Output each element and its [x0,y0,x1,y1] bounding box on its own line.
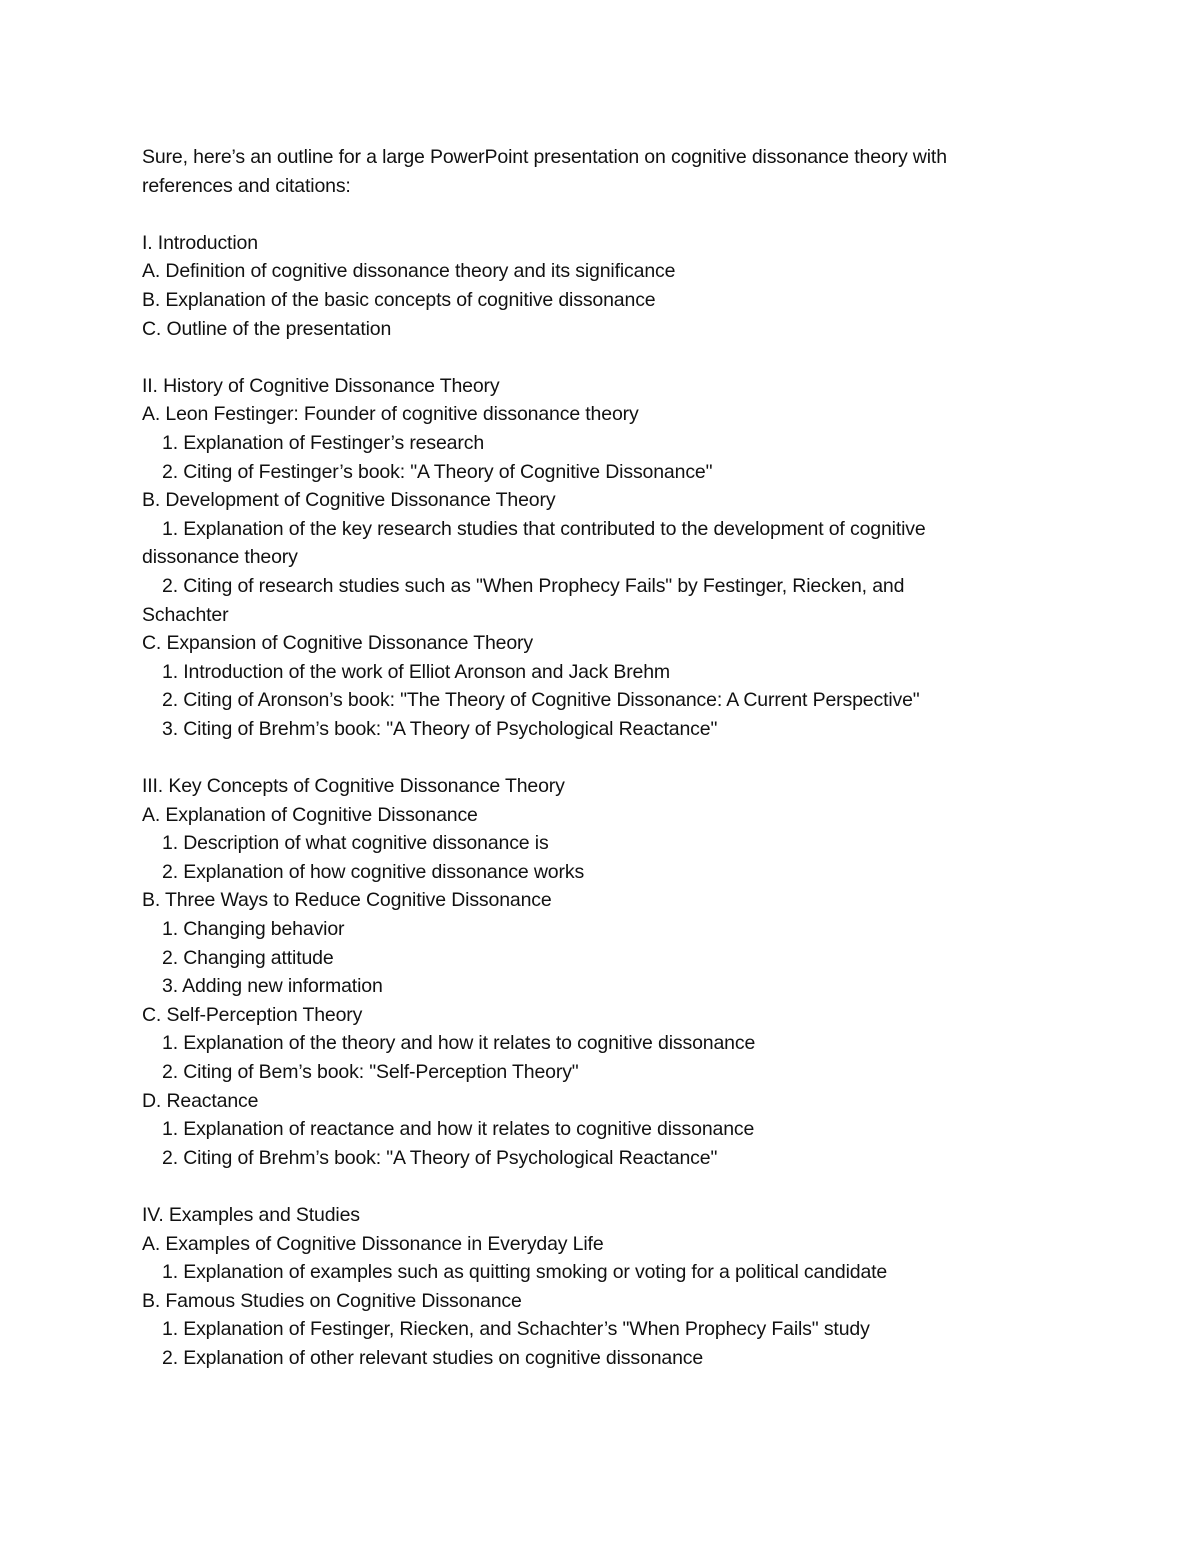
outline-subitem: 1. Introduction of the work of Elliot Aronson and Jack Brehm [162,660,671,683]
intro-line: Sure, here’s an outline for a large PowerPoint presentation on cognitive dissonance theory with [142,146,947,168]
outline-subitem: 3. Adding new information [162,975,383,998]
blank-line [142,1172,1062,1201]
outline-subitem-continuation: Schachter [142,603,229,626]
outline-subitem: 1. Explanation of Festinger, Riecken, and Schachter’s "When Prophecy Fails" study [162,1318,870,1341]
outline-subitem: 1. Explanation of the theory and how it relates to cognitive dissonance [162,1032,756,1055]
outline-item: B. Famous Studies on Cognitive Dissonance [142,1289,522,1312]
outline-item: B. Development of Cognitive Dissonance Theory [142,489,556,512]
outline-item: A. Definition of cognitive dissonance theory and its significance [142,260,676,283]
outline-item: A. Leon Festinger: Founder of cognitive dissonance theory [142,403,639,426]
outline-subitem: 2. Explanation of other relevant studies on cognitive dissonance [162,1346,704,1369]
outline-item: C. Self-Perception Theory [142,1003,363,1026]
outline-subitem: 1. Explanation of reactance and how it relates to cognitive dissonance [162,1118,755,1141]
outline-subitem: 1. Explanation of the key research studies that contributed to the development of cognitive [162,517,926,540]
section-examples [142,1201,1062,1373]
outline-subitem: 2. Citing of Bem’s book: "Self-Perception Theory" [162,1061,579,1083]
outline-subitem: 1. Explanation of Festinger’s research [162,431,485,454]
section-introduction [142,229,1062,343]
document-body [142,143,1062,1373]
outline-subitem: 1. Description of what cognitive dissonance is [162,832,549,855]
intro-line: references and citations: [142,174,351,197]
section-heading: III. Key Concepts of Cognitive Dissonance Theory [142,775,565,798]
outline-subitem: 3. Citing of Brehm’s book: "A Theory of Psychological Reactance" [162,717,718,740]
blank-line [142,200,1062,229]
outline-subitem: 2. Changing attitude [162,946,334,969]
section-heading: IV. Examples and Studies [142,1203,360,1226]
outline-subitem: 2. Citing of Festinger’s book: "A Theory of Cognitive Dissonance" [162,460,713,483]
outline-item: C. Expansion of Cognitive Dissonance Theory [142,632,533,655]
outline-subitem: 2. Citing of Brehm’s book: "A Theory of Psychological Reactance" [162,1146,718,1169]
outline-item: B. Three Ways to Reduce Cognitive Dissonance [142,889,552,912]
outline-item: A. Explanation of Cognitive Dissonance [142,803,478,826]
outline-subitem: 2. Explanation of how cognitive dissonance works [162,860,585,883]
outline-subitem: 1. Changing behavior [162,918,345,941]
blank-line [142,743,1062,772]
section-heading: II. History of Cognitive Dissonance Theory [142,374,500,397]
outline-subitem: 2. Citing of Aronson’s book: "The Theory of Cognitive Dissonance: A Current Perspective" [162,689,920,712]
outline-subitem: 2. Citing of research studies such as "When Prophecy Fails" by Festinger, Riecken, and [162,574,905,597]
outline-subitem: 1. Explanation of examples such as quitting smoking or voting for a political candidate [162,1261,888,1284]
outline-item: B. Explanation of the basic concepts of cognitive dissonance [142,288,656,311]
section-heading: I. Introduction [142,231,258,254]
outline-subitem-continuation: dissonance theory [142,546,298,569]
outline-item: A. Examples of Cognitive Dissonance in Everyday Life [142,1232,604,1255]
outline-item: D. Reactance [142,1089,259,1112]
intro-paragraph [142,143,1062,200]
section-key-concepts [142,772,1062,1172]
section-history [142,372,1062,744]
outline-item: C. Outline of the presentation [142,317,392,340]
blank-line [142,343,1062,372]
